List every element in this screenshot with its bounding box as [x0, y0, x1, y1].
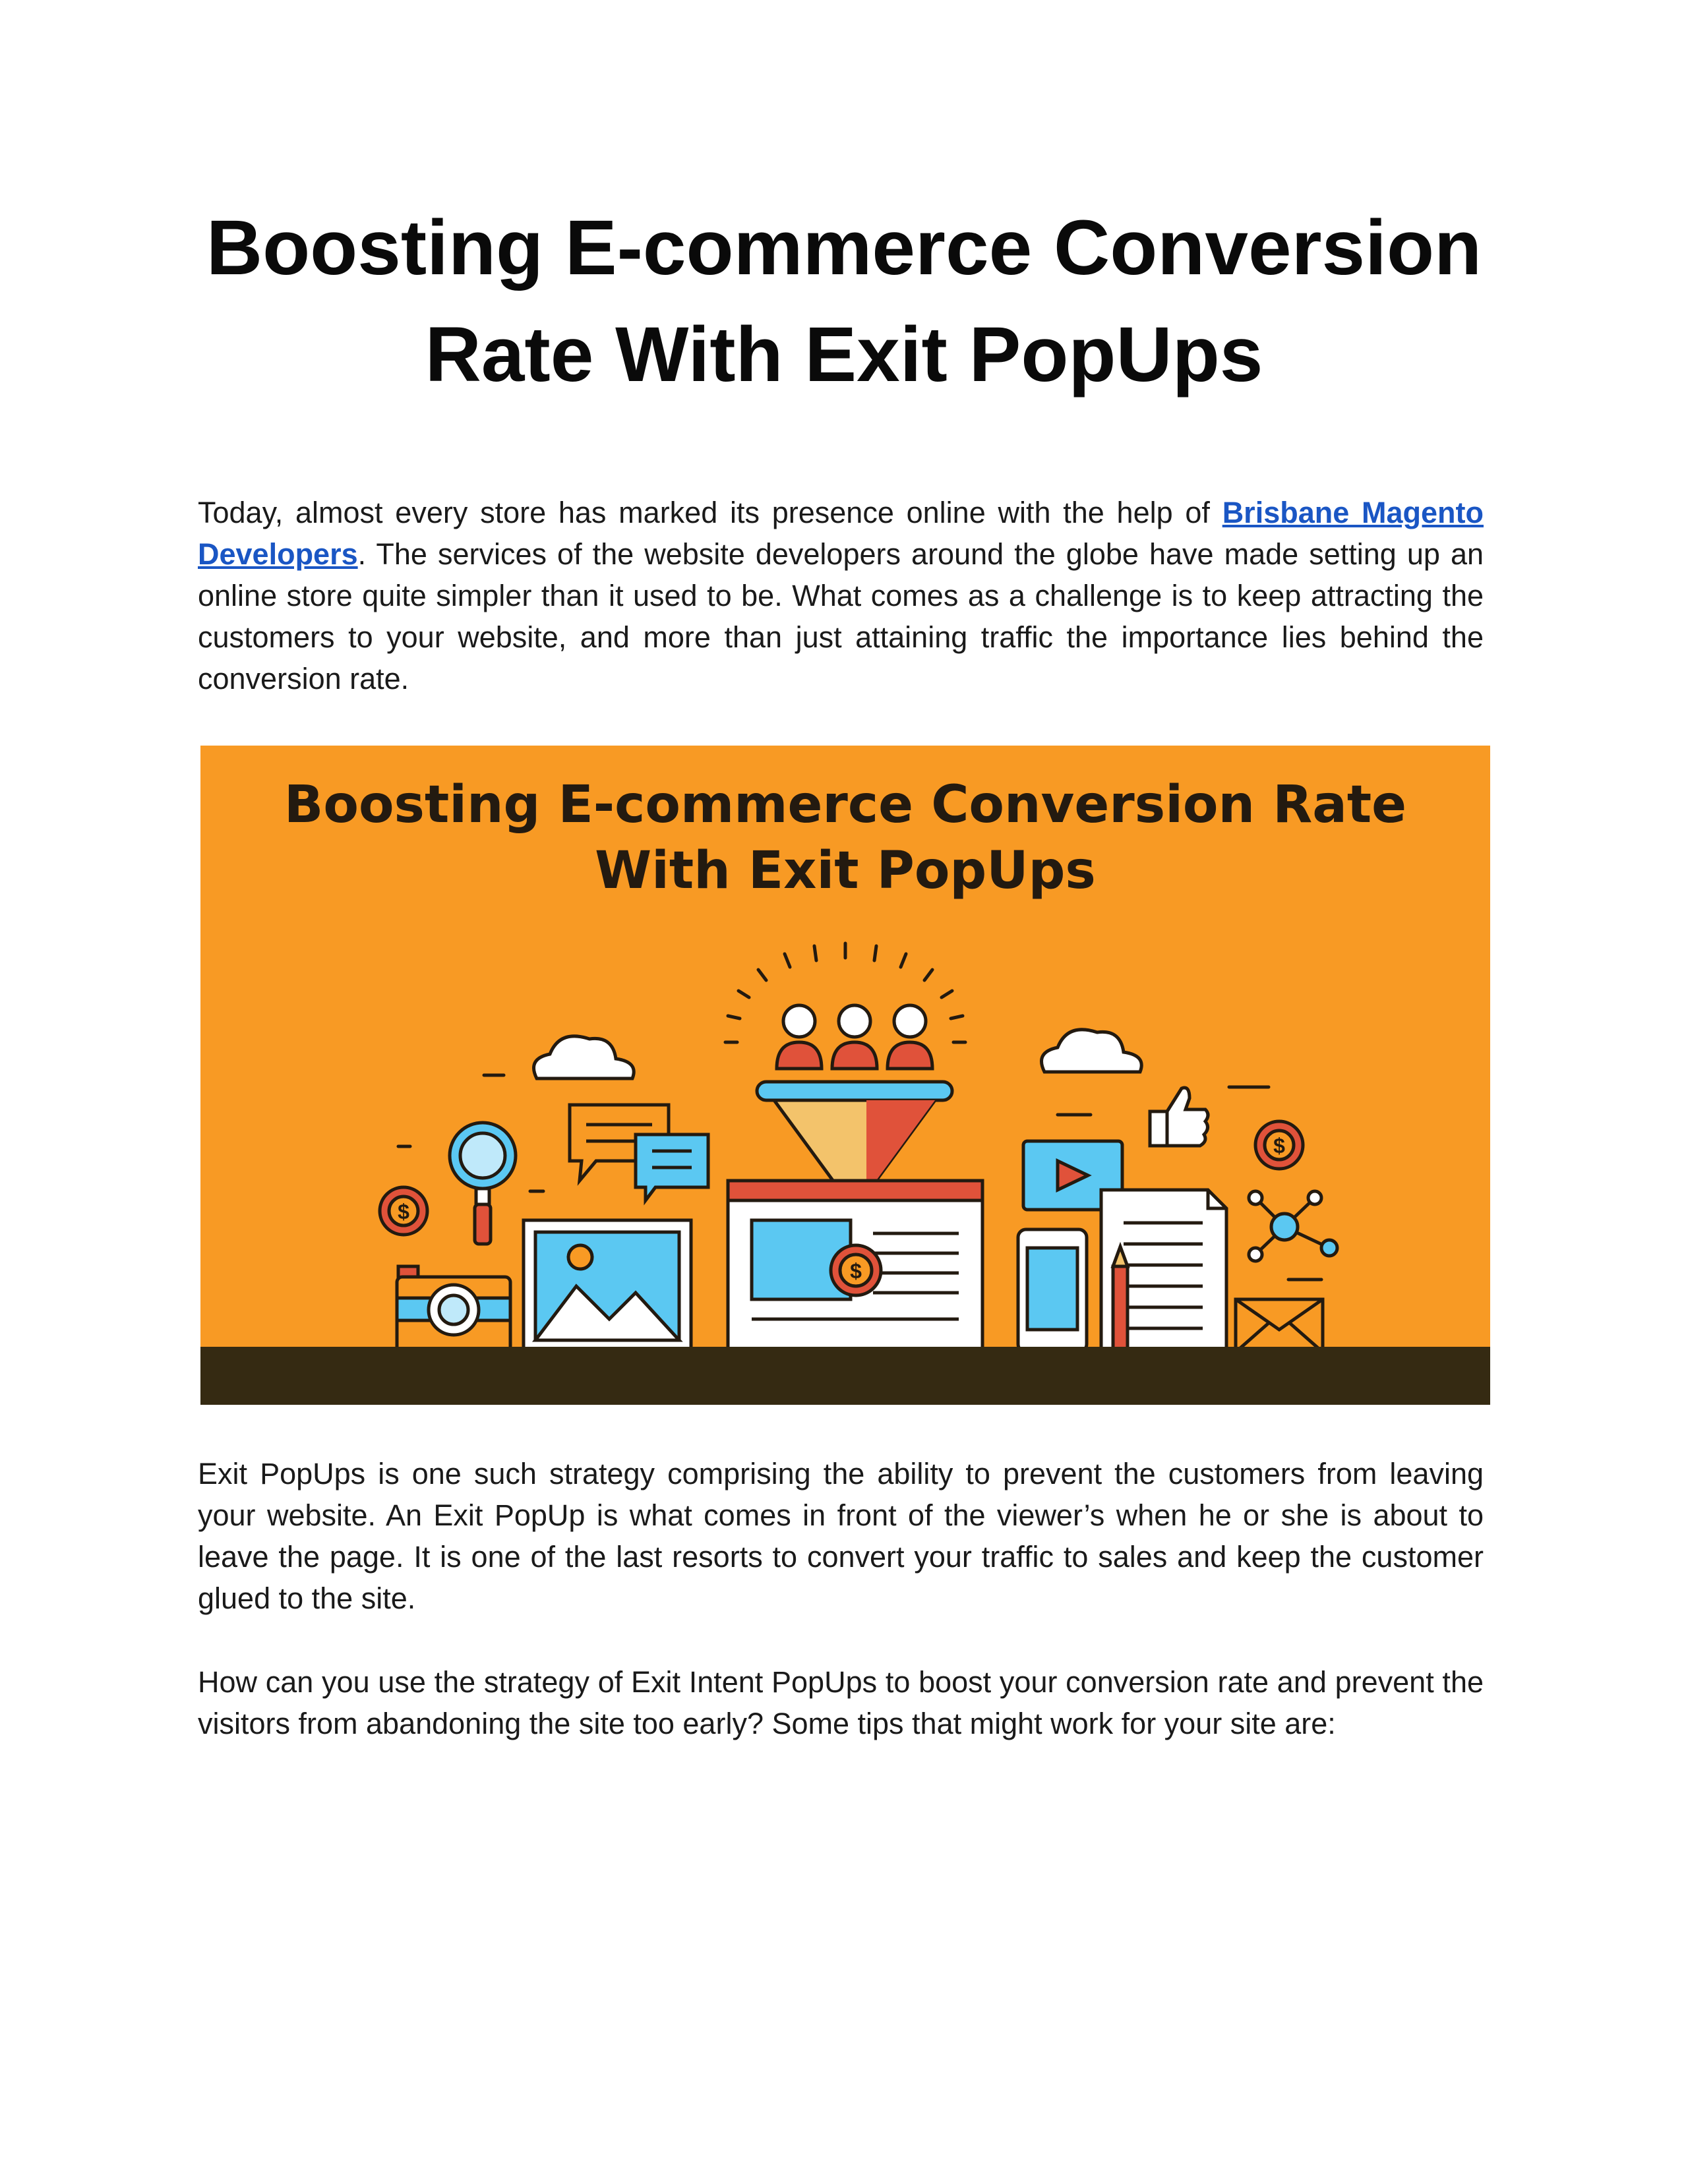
tips-intro-paragraph: How can you use the strategy of Exit Intent PopUps to boost your conversion rate and prevent the visitors from abandoning the site too early? Some tips that might work for your site are:	[198, 1665, 1484, 1740]
exit-popups-paragraph: Exit PopUps is one such strategy comprising the ability to prevent the customers from leaving your website. An Exit PopUp is what comes in front of the viewer’s when he or she is about to leave the page. It is one of the last resorts to convert your traffic to sales and keep the customer glued to the site.	[198, 1457, 1484, 1615]
thumbs-up-icon	[1150, 1088, 1208, 1146]
coin-symbol: $	[398, 1200, 409, 1224]
coin-icon	[1255, 1121, 1303, 1169]
banner-ground	[200, 1347, 1490, 1405]
banner-illustration	[200, 746, 1490, 1405]
page-title-line-2: Rate With Exit PopUps	[425, 311, 1263, 398]
camera-icon	[397, 1266, 510, 1352]
brisbane-magento-developers-link[interactable]: Brisbane Magento Developers	[198, 496, 1484, 571]
intro-text-after-link: . The services of the website developers around the globe have made setting up an online store quite simpler than it used to be. What comes as a challenge is to keep attracting the customers to your website, and more than just attaining traffic the importance lies behind the conversion rate.	[198, 537, 1484, 695]
envelope-icon	[1236, 1299, 1323, 1352]
picture-icon	[524, 1220, 691, 1352]
pencil-icon	[1113, 1247, 1128, 1352]
coin-symbol: $	[1273, 1134, 1285, 1158]
intro-text-before-link: Today, almost every store has marked its presence online with the help of	[198, 496, 1222, 529]
coin-icon	[380, 1187, 427, 1235]
banner-image	[200, 746, 1490, 1405]
page-title-line-1: Boosting E-commerce Conversion	[206, 204, 1482, 291]
page-title	[165, 194, 1523, 408]
magnifier-icon	[450, 1123, 516, 1244]
chat-bubble-icon	[570, 1105, 708, 1200]
banner-title-line-1: Boosting E-commerce Conversion Rate	[284, 775, 1407, 835]
cloud-icon	[534, 1036, 634, 1078]
intro-paragraph	[198, 492, 1484, 699]
coin-icon	[831, 1245, 881, 1295]
coin-symbol: $	[850, 1259, 862, 1283]
cloud-icon	[1042, 1030, 1142, 1072]
network-icon	[1249, 1191, 1337, 1261]
people-icon	[777, 1005, 932, 1069]
phone-icon	[1018, 1229, 1087, 1352]
banner-title-line-2: With Exit PopUps	[595, 841, 1096, 900]
